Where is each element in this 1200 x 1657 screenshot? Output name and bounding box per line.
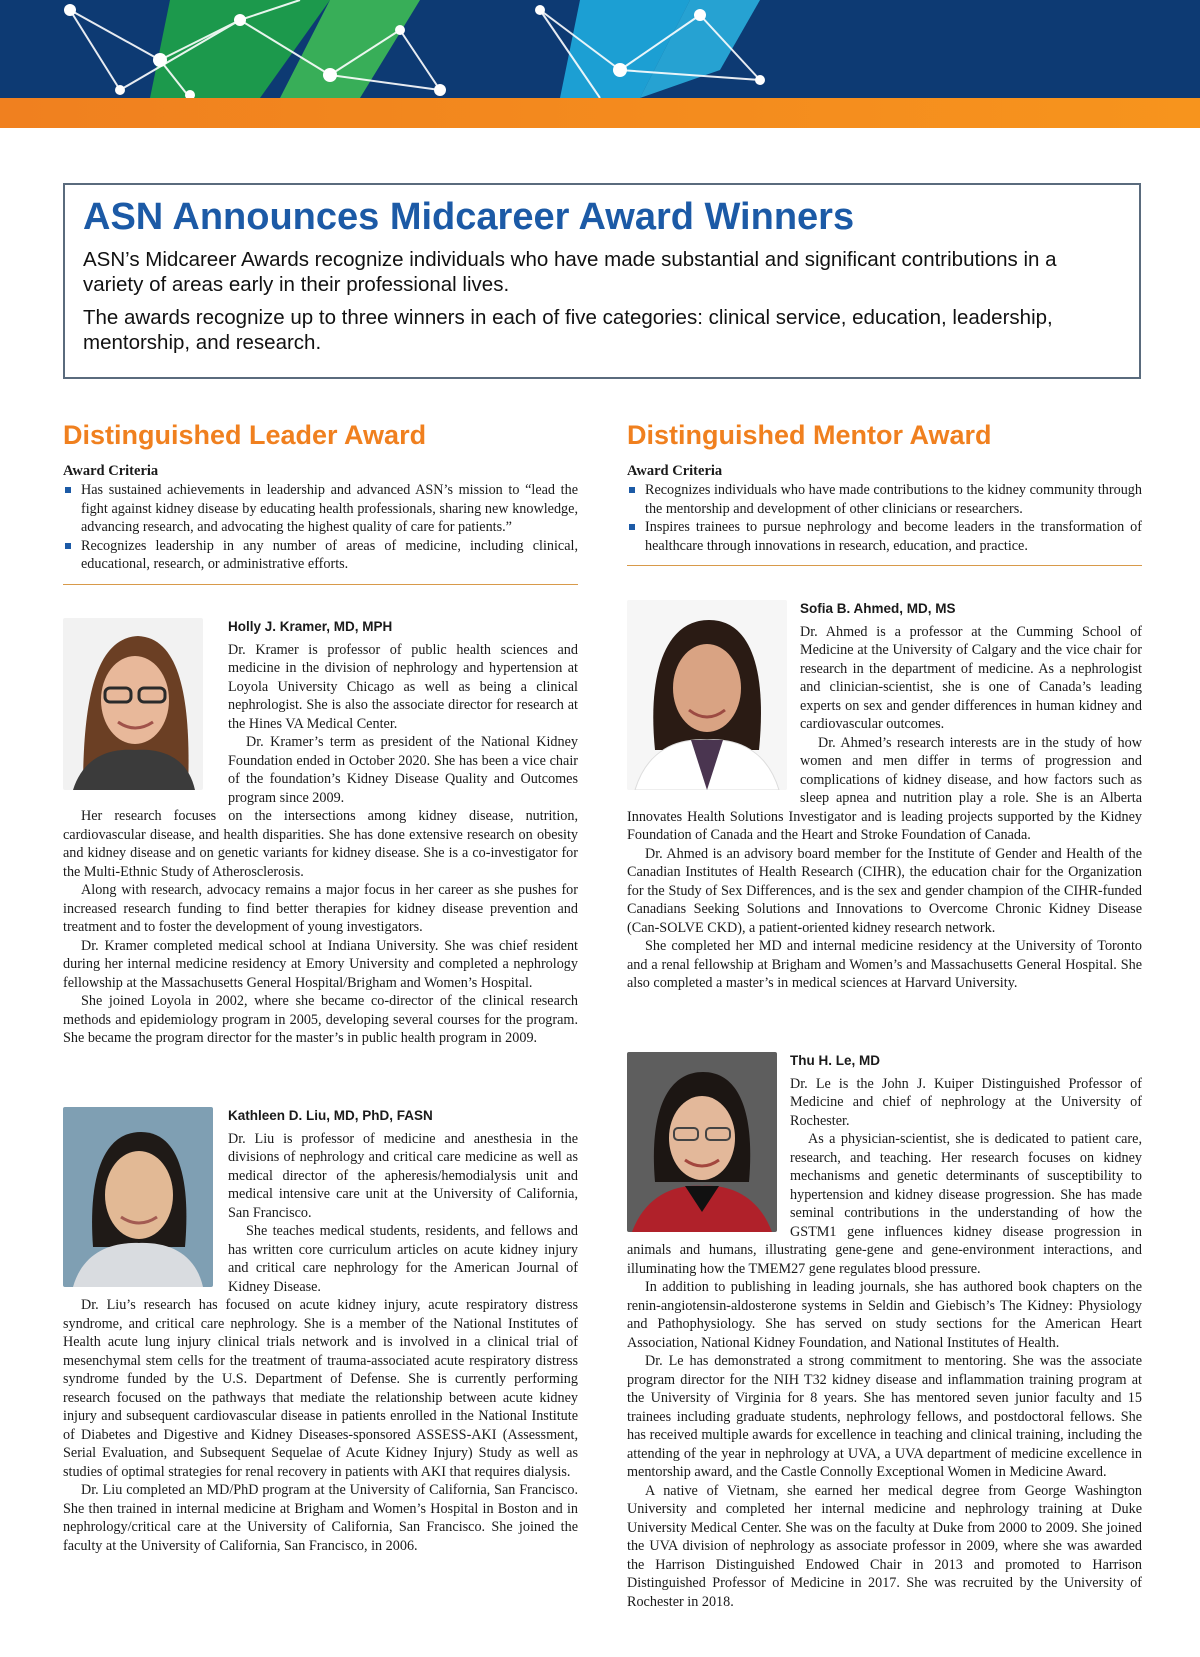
award-title: Distinguished Leader Award [63,420,427,450]
winner-name: Sofia B. Ahmed, MD, MS [800,601,956,616]
winner-photo [627,1052,777,1232]
winner-photo [63,618,203,790]
intro-paragraph: ASN’s Midcareer Awards recognize individuals who have made substantial and significant contributions in a variety of areas early in their professional lives. [83,247,1057,296]
criteria-item: Has sustained achievements in leadership and advanced ASN’s mission to “lead the fight against kidney disease by educating health professionals, sharing new knowledge, advancing research, and advocating the highest quality of care for patients.” [63,481,578,537]
bio-paragraph: A native of Vietnam, she earned her medical degree from George Washington University and completed her internal medicine and nephrology training at Duke University Medical Center. She was on the faculty at Duke from 2000 to 2009. She joined the UVA division of nephrology as associate professor in 2009, where she was awarded the Harrison Distinguished Endowed Chair in 2013 and promoted to Harrison Distinguished Professor of Medicine in 2017. She was recruited by the University of Rochester in 2018. [627,1482,1142,1610]
criteria-heading: Award Criteria [627,463,723,479]
bio-paragraph: Dr. Ahmed is an advisory board member for the Institute of Gender and Health of the Canadian Institutes of Health Research (CIHR), the education chair for the Organization for the Study of Sex Differences, and is the sex and gender champion of the CIHR-funded Canadians Seeking Solutions and Innovations to Overcome Chronic Kidney Disease (Can-SOLVE CKD), a patient-oriented kidney research network. [627,845,1142,936]
bio-paragraph: Dr. Liu completed an MD/PhD program at the University of California, San Francisco. She then trained in internal medicine at Brigham and Women’s Hospital in Boston and in nephrology/critical care at the University of California, San Francisco. She joined the faculty at the University of California, San Francisco, in 2006. [63,1482,578,1554]
intro-paragraph: The awards recognize up to three winners in each of five categories: clinical service, education, leadership, mentorship, and research. [83,305,1053,354]
criteria-item: Recognizes leadership in any number of areas of medicine, including clinical, educational, research, or administrative efforts. [63,537,578,574]
winner-profile [627,600,1142,993]
criteria-list [627,481,1142,555]
bio-paragraph: Dr. Le is the John J. Kuiper Distinguished Professor of Medicine and chief of nephrology at the University of Rochester. [790,1075,1142,1129]
bio-paragraph: Dr. Ahmed’s research interests are in the study of how women and men differ in terms of progression and complications of kidney disease, and how factors such as sleep apnea and nutrition play a role. She is an Alberta Innovates Health Solutions Investigator and is leading projects supported by the Kidney Foundation of Canada and the Heart and Stroke Foundation of Canada. [627,734,1142,843]
winner-photo [627,600,787,790]
bio-paragraph: Dr. Kramer completed medical school at Indiana University. She was chief resident during her internal medicine residency at Emory University and completed a nephrology fellowship at the Massachusetts General Hospital/Brigham and Women’s Hospital. [63,937,578,991]
criteria-list [63,481,578,574]
network-graphic [0,0,1200,98]
bio-paragraph: As a physician-scientist, she is dedicated to patient care, research, and teaching. Her research focuses on kidney mechanisms and genetic determinants of susceptibility to hypertension and kidney disease progression. She has made seminal contributions in the understanding of how the GSTM1 gene influences kidney disease progression in animals and humans, illustrating gene-gene and gene-environment interactions, and illuminating how the TMEM27 gene regulates blood pressure. [627,1131,1142,1277]
divider [627,565,1142,566]
bio-paragraph: Dr. Kramer’s term as president of the National Kidney Foundation ended in October 2020. She has been a vice chair of the foundation’s Kidney Disease Quality and Outcomes program since 2009. [228,734,578,806]
divider [63,584,578,585]
bio-paragraph: Dr. Le has demonstrated a strong commitment to mentoring. She was the associate program director for the NIH T32 kidney disease and inflammation training program at the University of Virginia for 8 years. She has mentored seven junior faculty and 15 trainees including graduate students, nephrology fellows, and postdoctoral fellows. She has received multiple awards for excellence in teaching and clinical training, including the attending of the year in nephrology at UVA, a UVA department of medicine excellence in mentorship award, and the Castle Connolly Exceptional Women in Medicine Award. [627,1353,1142,1480]
winner-photo [63,1107,213,1287]
page-title: ASN Announces Midcareer Award Winners [83,196,855,238]
award-title: Distinguished Mentor Award [627,420,992,450]
winner-name: Thu H. Le, MD [790,1053,880,1068]
bio-paragraph: Her research focuses on the intersections among kidney disease, nutrition, cardiovascular disease, and health disparities. She has done extensive research on obesity and kidney disease and on genetic variants for kidney disease. She is a co-investigator for the Multi-Ethnic Study of Atherosclerosis. [63,808,578,880]
leader-award-section [63,420,578,585]
criteria-item: Recognizes individuals who have made contributions to the kidney community through the mentorship and development of other clinicians or researchers. [627,481,1142,518]
bio-paragraph: Dr. Liu is professor of medicine and anesthesia in the divisions of nephrology and critical care medicine as well as medical director of the apheresis/hemodialysis unit and medical intensive care unit at the University of California, San Francisco. [228,1130,578,1221]
criteria-item: Inspires trainees to pursue nephrology and become leaders in the transformation of healthcare through innovations in research, education, and practice. [627,518,1142,555]
orange-stripe [0,98,1200,128]
bio-paragraph: She teaches medical students, residents, and fellows and has written core curriculum articles on acute kidney injury and critical care nephrology for the American Journal of Kidney Disease. [228,1223,578,1295]
bio-paragraph: Dr. Ahmed is a professor at the Cumming School of Medicine at the University of Calgary and the vice chair for research in the department of medicine. As a nephrologist and clinician-scientist, she is one of Canada’s leading experts on sex and gender differences in human kidney and cardiovascular outcomes. [800,623,1142,732]
criteria-heading: Award Criteria [63,463,159,479]
winner-profile [63,1107,578,1555]
bio-paragraph: Along with research, advocacy remains a major focus in her career as she pushes for increased research funding to find better therapies for kidney disease prevention and treatment and to foster the development of young investigators. [63,882,578,935]
bio-paragraph: Dr. Kramer is professor of public health sciences and medicine in the division of nephrology and hypertension at Loyola University Chicago as well as being a clinical nephrologist. She is also the associate director for research at the Hines VA Medical Center. [228,641,578,732]
header-banner [0,0,1200,98]
winner-name: Kathleen D. Liu, MD, PhD, FASN [228,1108,433,1123]
bio-paragraph: Dr. Liu’s research has focused on acute kidney injury, acute respiratory distress syndrome, and critical care nephrology. She is a member of the National Institutes of Health acute lung injury clinical trials network and is involved in a clinical trial of mesenchymal stem cells for the treatment of trauma-associated acute respiratory distress syndrome funded by the U.S. Department of Defense. She is currently performing research focused on the pathways that mediate the relationship between acute kidney injury and subsequent cardiovascular disease in patients enrolled in the National Institute of Diabetes and Digestive and Kidney Diseases-sponsored ASSESS-AKI (Assessment, Serial Evaluation, and Subsequent Sequelae of Acute Kidney Injury) Study as well as studies of optimal strategies for renal recovery in patients with AKI that requires dialysis. [63,1297,578,1480]
intro-box [63,183,1141,379]
bio-paragraph: In addition to publishing in leading journals, she has authored book chapters on the renin-angiotensin-aldosterone systems in Seldin and Giebisch’s The Kidney: Physiology and Pathophysiology. She has served on study sections for the American Heart Association, National Kidney Foundation, and National Institutes of Health. [627,1279,1142,1351]
bio-paragraph: She joined Loyola in 2002, where she became co-director of the clinical research methods and epidemiology program in 2005, developing several courses for the program. She became the program director for the master’s in public health program in 2009. [63,993,578,1046]
winner-profile [627,1052,1142,1611]
bio-paragraph: She completed her MD and internal medicine residency at the University of Toronto and a renal fellowship at Brigham and Women’s and Massachusetts General Hospital. She also completed a master’s in medical sciences at Harvard University. [627,938,1142,991]
mentor-award-section [627,420,1142,566]
winner-name: Holly J. Kramer, MD, MPH [228,619,393,634]
winner-profile [63,618,578,1048]
